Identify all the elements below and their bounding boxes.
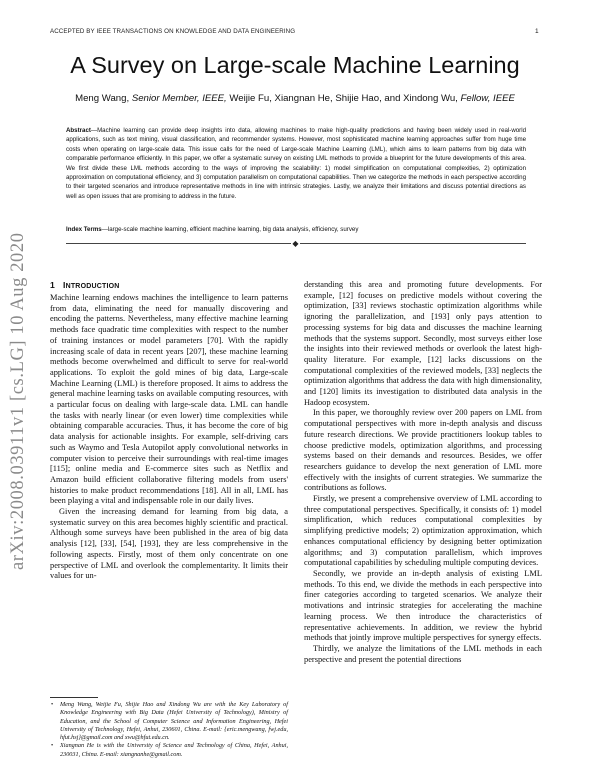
author-names: Weijie Fu, Xiangnan He, Shijie Hao, and Xindong Wu, (229, 93, 458, 104)
section-title-rest: NTRODUCTION (65, 283, 120, 290)
abstract (66, 126, 526, 201)
paragraph: Given the increasing demand for learning from big data, a systematic survey on this area becomes highly scientific and practical. Although some surveys have been published in the area of big data analysis [12], [33], [54], [193], they are less comprehensive in the following aspects. Firstly, most of them only concentrate on one perspective of LML and overlook the complementarity. It limits their values for un- (50, 507, 288, 581)
bullet-icon: • (51, 742, 54, 750)
paragraph: Machine learning endows machines the intelligence to learn patterns from data, eliminating the need for manually discovering and encoding the patterns. Nevertheless, many effective machine learning methods face quadratic time complexities with respect to the number of training instances or model parameters [70]. With the rapidly increasing scale of data in recent years [207], these machine learning methods become overwhelmed and difficult to serve for real-world applications. To exploit the gold mines of big data, Large-scale Machine Learning (LML) is therefore proposed. It aims to address the general machine learning tasks on available computing resources, with a particular focus on dealing with large-scale data. LML can handle the tasks with nearly linear (or even lower) time complexities while obtaining comparable accuracies. Thus, it has become the core of big data analysis for actionable insights. For example, self-driving cars such as Waymo and Tesla Autopilot apply convolutional networks in computer vision to perceive their surroundings with real-time images [115]; online media and E-commerce sites such as Netflix and Amazon build efficient collaborative filtering models from users' histories to make product recommendations [18]. All in all, LML has been playing a vital and indispensable role in our daily lives. (50, 293, 288, 506)
right-column (304, 280, 542, 665)
abstract-text: —Machine learning can provide deep insights into data, allowing machines to make high-quality predictions and having been widely used in real-world applications, such as text mining, visual classification, and recommender systems. However, most sophisticated machine learning approaches suffer from huge time costs when operating on large-scale data. This issue calls for the need of Large-scale Machine Learning (LML), which aims to learn patterns from big data with comparable performance efficiently. In this paper, we offer a systematic survey on existing LML methods to provide a blueprint for the future developments of this area. We first divide these LML methods according to the ways of improving the scalability: 1) model simplification on computational complexities, 2) optimization approximation on computational efficiency, and 3) computation parallelism on computational capabilities. Then we categorize the methods in each perspective according to their targeted scenarios and introduce representative methods in line with intrinsic strategies. Lastly, we analyze their limitations and discuss potential directions as well as open issues that are promising to address in the future. (66, 127, 526, 200)
section-number: 1 (50, 280, 55, 290)
footnote-rule (50, 697, 98, 698)
index-terms-label: Index Terms (66, 226, 102, 233)
footnotes (50, 701, 288, 759)
paragraph: derstanding this area and promoting future developments. For example, [12] focuses on predictive models without covering the optimization, [33] reviews stochastic optimization algorithms while ignoring the parallelization, and [193] only pays attention to processing systems for big data and discusses the machine learning methods that the systems support. Secondly, most surveys either lose the insights into their reviewed methods or overlook the latest high-quality literature. For example, [12] lacks discussions on the computational complexities of the reviewed models, [33] neglects the optimization algorithms that address the data with high dimensionality, and [120] limits its investigation to distributed data analysis in the Hadoop ecosystem. (304, 280, 542, 407)
bullet-icon: • (51, 701, 54, 708)
left-column (50, 293, 288, 582)
author-name: Meng Wang, (75, 93, 130, 104)
author-role: Fellow, IEEE (460, 93, 515, 104)
journal-header: ACCEPTED BY IEEE TRANSACTIONS ON KNOWLEDGE AND DATA ENGINEERING (50, 28, 296, 35)
paragraph: Secondly, we provide an in-depth analysis of existing LML methods. To this end, we divide the methods in each perspective into finer categories according to targeted scenarios. We analyze their motivations and intrinsic strategies for accelerating the machine learning process. We then introduce the characteristics of representative achievements. In addition, we review the hybrid methods that jointly improve multiple perspectives for synergy effects. (304, 568, 542, 643)
paragraph: In this paper, we thoroughly review over 200 papers on LML from computational perspectives with more in-depth analysis and discuss future research directions. We provide practitioners lookup tables to choose predictive models, optimization algorithms, and processing systems based on their demands and resources. Besides, we offer researchers guidance to develop the next generation of LML more effectively with the insights of current strategies. We summarize the contributions as follows. (304, 408, 542, 493)
footnote-text: Xiangnan He is with the University of Science and Technology of China, Hefei, Anhui, 230031, China. E-mail: xiangnanhe@gmail.com. (60, 742, 288, 758)
footnote-text: Meng Wang, Weijie Fu, Shijie Hao and Xindong Wu are with the Key Laboratory of Knowledge Engineering with Big Data (Hefei University of Technology), Ministry of Education, and the School of Computer Science and Information Engineering, Hefei University of Technology, Hefei, Anhui, 230601, China. E-mail: {eric.mengwang, fwj.edu, hfut.hsj}@gmail.com and xwu@hfut.edu.cn. (60, 701, 288, 742)
abstract-label: Abstract (66, 127, 91, 134)
footnote (50, 701, 288, 742)
footnote (50, 742, 288, 759)
paragraph: Thirdly, we analyze the limitations of the LML methods in each perspective and present the potential directions (304, 643, 542, 664)
section-title-initial: I (62, 280, 66, 290)
page-number: 1 (535, 28, 539, 35)
arxiv-watermark: arXiv:2008.03911v1 [cs.LG] 10 Aug 2020 (8, 232, 28, 570)
index-terms (66, 226, 526, 233)
author-list (50, 93, 540, 104)
section-heading (50, 280, 120, 290)
diamond-icon: ◆ (292, 239, 299, 248)
author-role: Senior Member, IEEE, (131, 93, 227, 104)
paragraph: Firstly, we present a comprehensive overview of LML according to three computational perspectives. Specifically, it consists of: 1) model simplification, which reduces computational complexities by simplifying predictive models; 2) optimization approximation, which enhances computational efficiency by designing better optimization algorithms; and 3) computation parallelism, which improves computational capabilities by scheduling multiple computing devices. (304, 494, 542, 568)
index-terms-text: —large-scale machine learning, efficient machine learning, big data analysis, efficiency, survey (101, 226, 359, 233)
paper-title: A Survey on Large-scale Machine Learning (70, 52, 520, 78)
